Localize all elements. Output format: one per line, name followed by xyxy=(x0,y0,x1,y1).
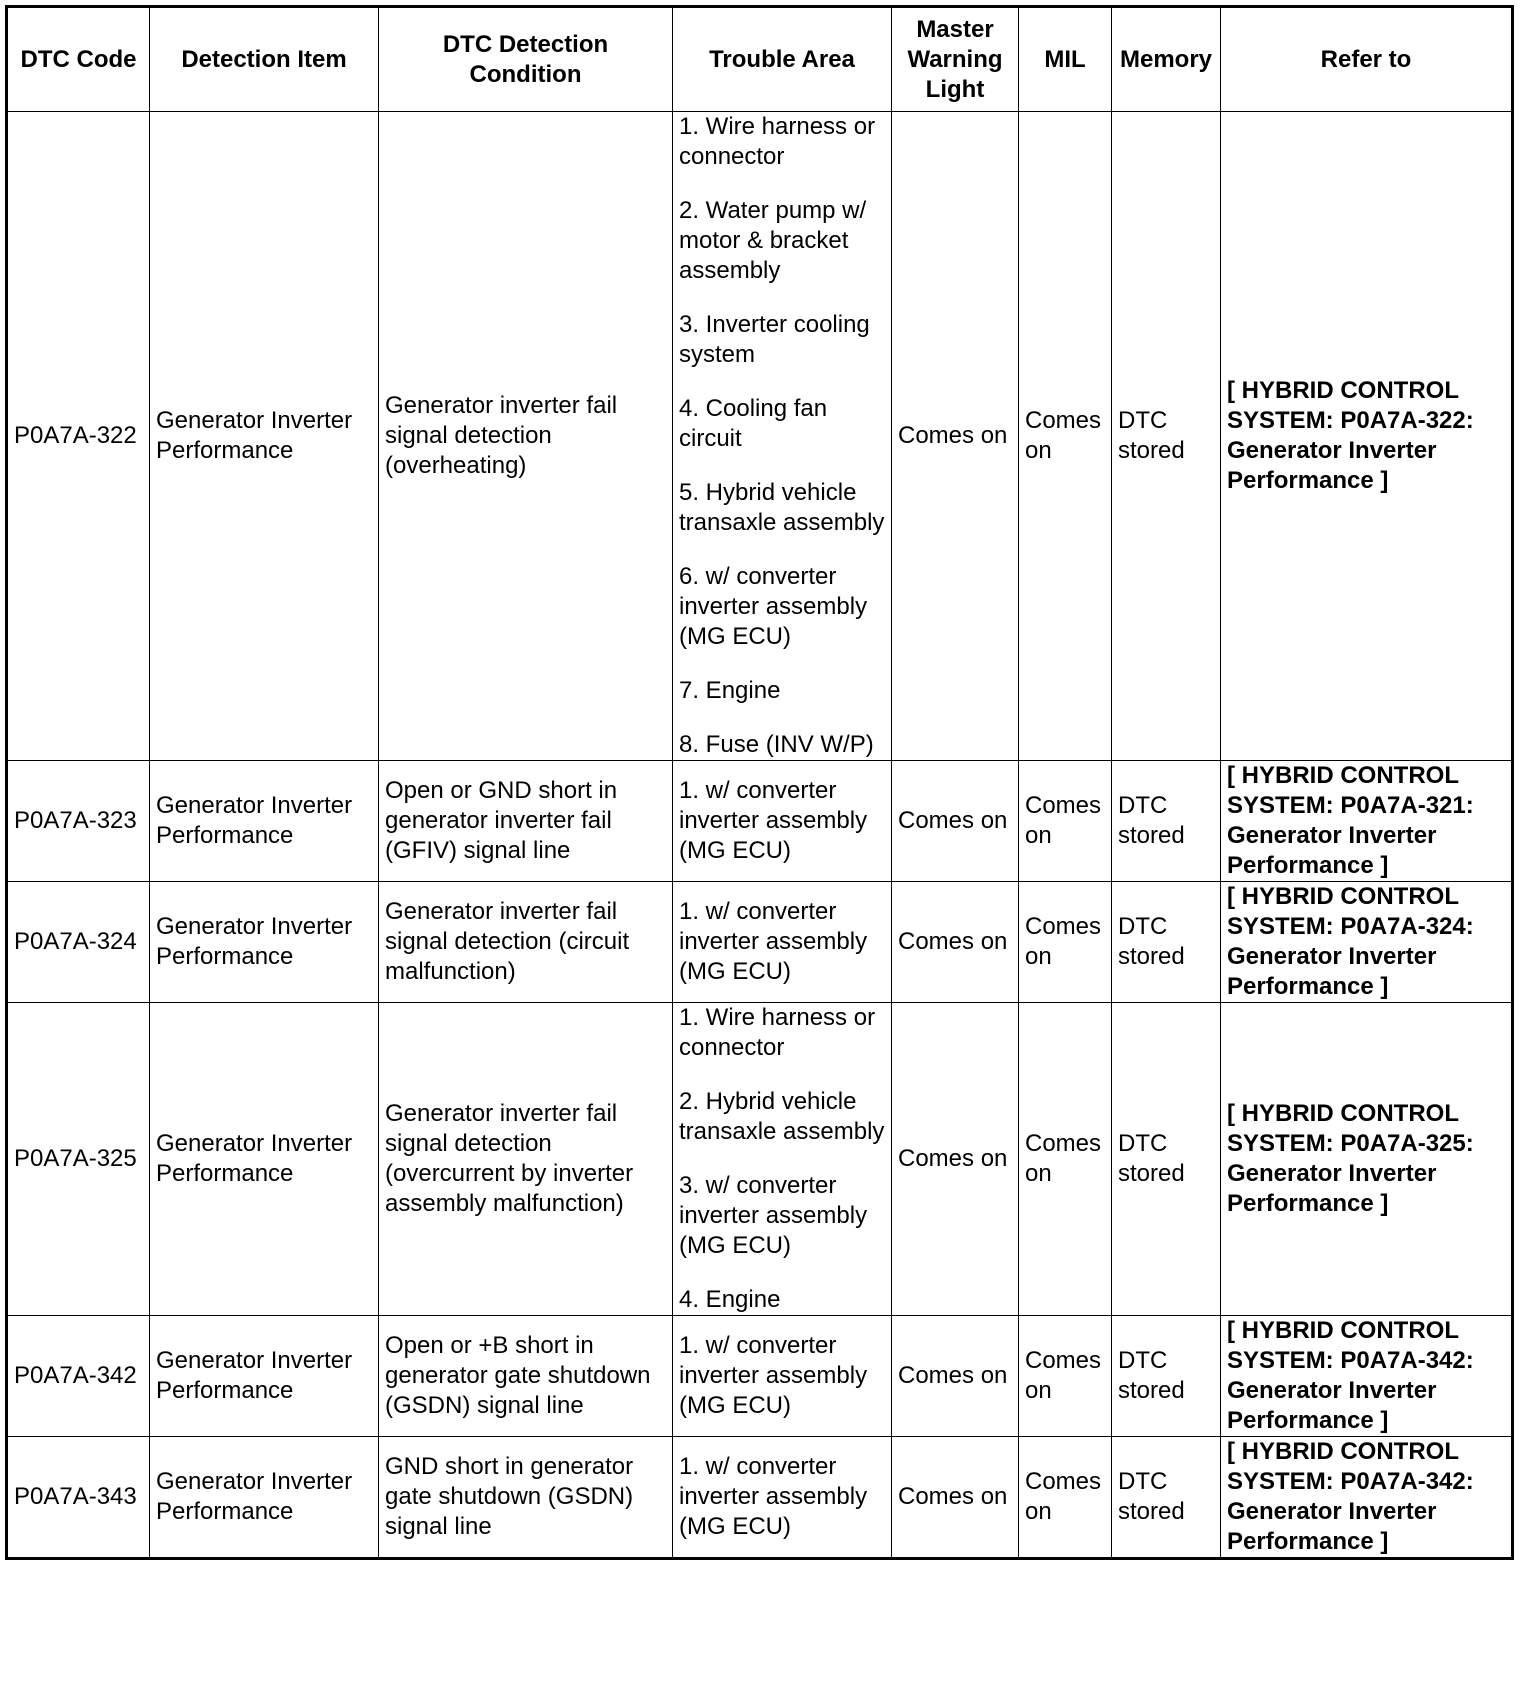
mil-cell: Comes on xyxy=(1019,1003,1112,1316)
mil-cell: Comes on xyxy=(1019,882,1112,1003)
trouble-area-item: 5. Hybrid vehicle transaxle assembly xyxy=(679,479,885,536)
detection-item-cell: Generator Inverter Performance xyxy=(150,112,379,761)
dtc-code-cell: P0A7A-342 xyxy=(7,1316,150,1437)
table-row xyxy=(7,1003,1513,1316)
detection-condition-cell: Open or GND short in generator inverter fail (GFIV) signal line xyxy=(379,761,673,882)
header-row xyxy=(7,7,1513,112)
trouble-area-item: 2. Water pump w/ motor & bracket assembly xyxy=(679,197,867,284)
dtc-code-cell: P0A7A-324 xyxy=(7,882,150,1003)
header-mil: MIL xyxy=(1019,7,1112,112)
dtc-code-cell: P0A7A-322 xyxy=(7,112,150,761)
trouble-area-item: 2. Hybrid vehicle transaxle assembly xyxy=(679,1088,885,1145)
trouble-area-cell xyxy=(673,1316,892,1437)
refer-to-cell: [ HYBRID CONTROL SYSTEM: P0A7A-324: Generator Inverter Performance ] xyxy=(1221,882,1513,1003)
mil-cell: Comes on xyxy=(1019,112,1112,761)
master-warning-light-cell: Comes on xyxy=(892,1316,1019,1437)
refer-to-cell: [ HYBRID CONTROL SYSTEM: P0A7A-342: Generator Inverter Performance ] xyxy=(1221,1437,1513,1559)
dtc-code-cell: P0A7A-323 xyxy=(7,761,150,882)
trouble-area-item: 3. Inverter cooling system xyxy=(679,311,870,368)
header-detection-item: Detection Item xyxy=(150,7,379,112)
header-refer-to: Refer to xyxy=(1221,7,1513,112)
trouble-area-item: 4. Cooling fan circuit xyxy=(679,395,828,452)
table-row xyxy=(7,1316,1513,1437)
trouble-area-item: 1. w/ converter inverter assembly (MG ECU) xyxy=(679,777,868,864)
refer-to-cell: [ HYBRID CONTROL SYSTEM: P0A7A-322: Generator Inverter Performance ] xyxy=(1221,112,1513,761)
header-memory: Memory xyxy=(1112,7,1221,112)
trouble-area-item: 3. w/ converter inverter assembly (MG ECU) xyxy=(679,1172,868,1259)
trouble-area-item: 1. w/ converter inverter assembly (MG ECU) xyxy=(679,1332,868,1419)
trouble-area-item: 1. Wire harness or connector xyxy=(679,1004,876,1061)
detection-condition-cell: Generator inverter fail signal detection (overheating) xyxy=(379,112,673,761)
trouble-area-cell xyxy=(673,1003,892,1316)
memory-cell: DTC stored xyxy=(1112,1437,1221,1559)
refer-to-cell: [ HYBRID CONTROL SYSTEM: P0A7A-342: Generator Inverter Performance ] xyxy=(1221,1316,1513,1437)
header-detection-condition: DTC Detection Condition xyxy=(379,7,673,112)
memory-cell: DTC stored xyxy=(1112,1003,1221,1316)
detection-item-cell: Generator Inverter Performance xyxy=(150,1003,379,1316)
master-warning-light-cell: Comes on xyxy=(892,1437,1019,1559)
trouble-area-item: 4. Engine xyxy=(679,1286,781,1313)
refer-to-cell: [ HYBRID CONTROL SYSTEM: P0A7A-321: Generator Inverter Performance ] xyxy=(1221,761,1513,882)
refer-to-cell: [ HYBRID CONTROL SYSTEM: P0A7A-325: Generator Inverter Performance ] xyxy=(1221,1003,1513,1316)
mil-cell: Comes on xyxy=(1019,761,1112,882)
memory-cell: DTC stored xyxy=(1112,761,1221,882)
trouble-area-item: 1. w/ converter inverter assembly (MG ECU) xyxy=(679,1453,868,1540)
header-dtc-code: DTC Code xyxy=(7,7,150,112)
dtc-code-cell: P0A7A-325 xyxy=(7,1003,150,1316)
header-trouble-area: Trouble Area xyxy=(673,7,892,112)
master-warning-light-cell: Comes on xyxy=(892,1003,1019,1316)
trouble-area-item: 1. w/ converter inverter assembly (MG ECU) xyxy=(679,898,868,985)
trouble-area-cell xyxy=(673,1437,892,1559)
memory-cell: DTC stored xyxy=(1112,1316,1221,1437)
master-warning-light-cell: Comes on xyxy=(892,761,1019,882)
detection-condition-cell: Open or +B short in generator gate shutdown (GSDN) signal line xyxy=(379,1316,673,1437)
memory-cell: DTC stored xyxy=(1112,882,1221,1003)
table-row xyxy=(7,882,1513,1003)
trouble-area-item: 6. w/ converter inverter assembly (MG ECU) xyxy=(679,563,868,650)
master-warning-light-cell: Comes on xyxy=(892,882,1019,1003)
trouble-area-cell xyxy=(673,761,892,882)
dtc-table xyxy=(5,5,1514,1560)
trouble-area-item: 7. Engine xyxy=(679,677,781,704)
detection-item-cell: Generator Inverter Performance xyxy=(150,882,379,1003)
table-row xyxy=(7,112,1513,761)
detection-item-cell: Generator Inverter Performance xyxy=(150,1437,379,1559)
detection-condition-cell: Generator inverter fail signal detection (overcurrent by inverter assembly malfunction) xyxy=(379,1003,673,1316)
dtc-code-cell: P0A7A-343 xyxy=(7,1437,150,1559)
memory-cell: DTC stored xyxy=(1112,112,1221,761)
detection-condition-cell: Generator inverter fail signal detection (circuit malfunction) xyxy=(379,882,673,1003)
master-warning-light-cell: Comes on xyxy=(892,112,1019,761)
trouble-area-cell xyxy=(673,882,892,1003)
mil-cell: Comes on xyxy=(1019,1316,1112,1437)
detection-item-cell: Generator Inverter Performance xyxy=(150,761,379,882)
table-row xyxy=(7,1437,1513,1559)
header-master-warning-light: Master Warning Light xyxy=(892,7,1019,112)
trouble-area-cell xyxy=(673,112,892,761)
detection-item-cell: Generator Inverter Performance xyxy=(150,1316,379,1437)
detection-condition-cell: GND short in generator gate shutdown (GSDN) signal line xyxy=(379,1437,673,1559)
table-row xyxy=(7,761,1513,882)
trouble-area-item: 8. Fuse (INV W/P) xyxy=(679,731,874,758)
trouble-area-item: 1. Wire harness or connector xyxy=(679,113,876,170)
mil-cell: Comes on xyxy=(1019,1437,1112,1559)
